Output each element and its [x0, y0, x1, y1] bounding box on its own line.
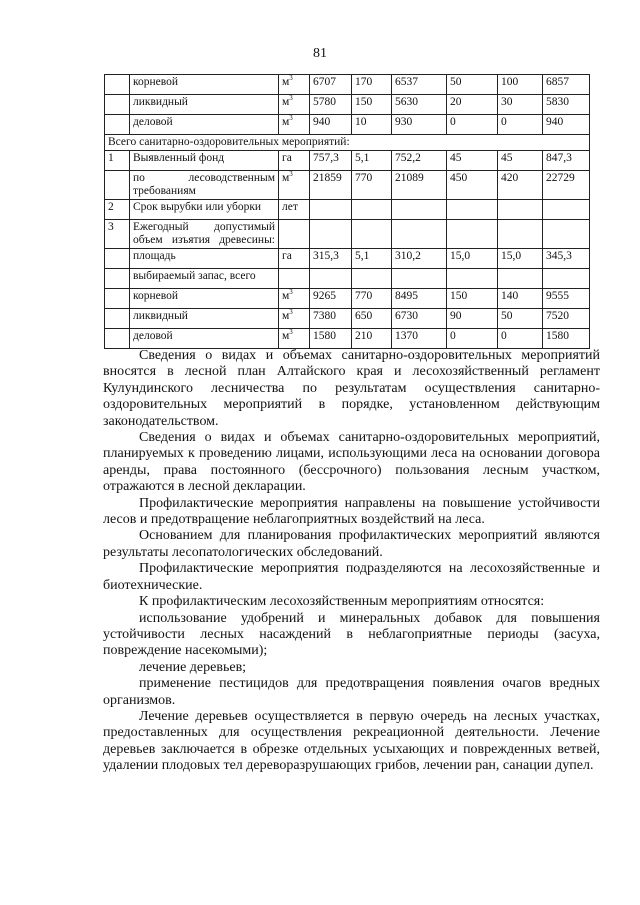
- value-cell: 0: [447, 329, 498, 349]
- value-cell: 45: [447, 151, 498, 171]
- body-paragraph: Сведения о видах и объемах санитарно-оздоровительных мероприятий вносятся в лесной план Алтайского края и лесохозяйственный регламент Кулундинского лесничества по результатам осуществления санитарно-оздоровительных мероприятий в порядке, установленном действующим законодательством.: [103, 348, 600, 429]
- value-cell: [447, 220, 498, 249]
- value-cell: 6707: [310, 75, 352, 95]
- row-name-cell: выбираемый запас, всего: [130, 269, 279, 289]
- body-paragraph: Основанием для планирования профилактических мероприятий являются результаты лесопатологических обследований.: [103, 528, 600, 560]
- value-cell: 150: [352, 95, 392, 115]
- unit-cell: лет: [279, 200, 310, 220]
- forest-measures-table: [104, 74, 590, 349]
- row-name-cell: деловой: [130, 329, 279, 349]
- value-cell: 0: [498, 329, 543, 349]
- body-paragraph: лечение деревьев;: [139, 659, 247, 675]
- row-name-cell: площадь: [130, 249, 279, 269]
- value-cell: 7380: [310, 309, 352, 329]
- row-number-cell: [105, 171, 130, 200]
- value-cell: 50: [498, 309, 543, 329]
- value-cell: 930: [392, 115, 447, 135]
- value-cell: 5630: [392, 95, 447, 115]
- value-cell: [352, 200, 392, 220]
- body-paragraph: Профилактические мероприятия подразделяются на лесохозяйственные и биотехнические.: [103, 561, 600, 593]
- unit-superscript: 3: [289, 288, 293, 297]
- value-cell: [447, 200, 498, 220]
- value-cell: 5780: [310, 95, 352, 115]
- value-cell: 1580: [310, 329, 352, 349]
- value-cell: 757,3: [310, 151, 352, 171]
- value-cell: 90: [447, 309, 498, 329]
- row-number-cell: [105, 289, 130, 309]
- value-cell: [498, 269, 543, 289]
- table-row: [105, 289, 590, 309]
- table-row: [105, 115, 590, 135]
- row-number-cell: [105, 269, 130, 289]
- value-cell: 150: [447, 289, 498, 309]
- unit-cell: $м^3$: [279, 115, 310, 135]
- value-cell: 7520: [543, 309, 590, 329]
- value-cell: 10: [352, 115, 392, 135]
- table-row: [105, 75, 590, 95]
- value-cell: [310, 220, 352, 249]
- value-cell: 15,0: [447, 249, 498, 269]
- value-cell: [310, 200, 352, 220]
- row-name-cell: ликвидный: [130, 95, 279, 115]
- value-cell: 752,2: [392, 151, 447, 171]
- value-cell: [543, 269, 590, 289]
- unit-superscript: 3: [289, 308, 293, 317]
- row-number-cell: 3: [105, 220, 130, 249]
- value-cell: 170: [352, 75, 392, 95]
- unit-cell: $м^3$: [279, 309, 310, 329]
- unit-cell: $м^3$: [279, 329, 310, 349]
- row-name-cell: ликвидный: [130, 309, 279, 329]
- value-cell: 6537: [392, 75, 447, 95]
- unit-superscript: 3: [289, 94, 293, 103]
- page-number: 81: [313, 46, 327, 61]
- row-number-cell: [105, 249, 130, 269]
- row-number-cell: 1: [105, 151, 130, 171]
- value-cell: [498, 200, 543, 220]
- value-cell: 345,3: [543, 249, 590, 269]
- body-paragraph: Лечение деревьев осуществляется в первую очередь на лесных участках, предоставленных для осуществления рекреационной деятельности. Лечение деревьев заключается в обрезке отдельных усыхающих и поврежденных ветвей, удалении плодовых тел дереворазрушающих грибов, лечении ран, санации дупел.: [103, 708, 600, 774]
- value-cell: 6730: [392, 309, 447, 329]
- value-cell: 30: [498, 95, 543, 115]
- value-cell: 940: [310, 115, 352, 135]
- value-cell: 940: [543, 115, 590, 135]
- value-cell: 310,2: [392, 249, 447, 269]
- table-row: [105, 249, 590, 269]
- body-paragraph: использование удобрений и минеральных добавок для повышения устойчивости лесных насаждений в неблагоприятные периоды (засуха, повреждение насекомыми);: [103, 610, 600, 659]
- row-number-cell: [105, 95, 130, 115]
- value-cell: 21859: [310, 171, 352, 200]
- value-cell: [392, 200, 447, 220]
- value-cell: [392, 220, 447, 249]
- value-cell: 21089: [392, 171, 447, 200]
- body-text: [103, 348, 600, 775]
- value-cell: 420: [498, 171, 543, 200]
- table-row: [105, 171, 590, 200]
- value-cell: 15,0: [498, 249, 543, 269]
- row-name-cell: деловой: [130, 115, 279, 135]
- unit-superscript: 3: [289, 74, 293, 83]
- table-row: [105, 269, 590, 289]
- row-name-cell: Ежегодный допустимый объем изъятия древесины:: [130, 220, 279, 249]
- row-name-cell: по лесоводственным требованиям: [130, 171, 279, 200]
- table-row: [105, 95, 590, 115]
- value-cell: 650: [352, 309, 392, 329]
- value-cell: [392, 269, 447, 289]
- value-cell: 5830: [543, 95, 590, 115]
- table-row: [105, 329, 590, 349]
- value-cell: 20: [447, 95, 498, 115]
- row-name-cell: Срок вырубки или уборки: [130, 200, 279, 220]
- table-section-header: Всего санитарно-оздоровительных мероприятий:: [105, 135, 590, 151]
- value-cell: 770: [352, 171, 392, 200]
- table-row: [105, 309, 590, 329]
- unit-cell: га: [279, 249, 310, 269]
- value-cell: [543, 200, 590, 220]
- value-cell: 315,3: [310, 249, 352, 269]
- table-row: [105, 200, 590, 220]
- row-name-cell: корневой: [130, 289, 279, 309]
- unit-superscript: 3: [289, 328, 293, 337]
- row-number-cell: [105, 329, 130, 349]
- value-cell: 50: [447, 75, 498, 95]
- value-cell: 5,1: [352, 151, 392, 171]
- value-cell: 1580: [543, 329, 590, 349]
- unit-cell: [279, 269, 310, 289]
- value-cell: [447, 269, 498, 289]
- row-number-cell: [105, 115, 130, 135]
- value-cell: [543, 220, 590, 249]
- unit-cell: $м^3$: [279, 289, 310, 309]
- row-number-cell: [105, 75, 130, 95]
- value-cell: [352, 269, 392, 289]
- unit-cell: $м^3$: [279, 95, 310, 115]
- body-paragraph: применение пестицидов для предотвращения появления очагов вредных организмов.: [103, 676, 600, 708]
- value-cell: 210: [352, 329, 392, 349]
- value-cell: 1370: [392, 329, 447, 349]
- unit-cell: $м^3$: [279, 171, 310, 200]
- value-cell: [310, 269, 352, 289]
- table-row: [105, 151, 590, 171]
- unit-cell: [279, 220, 310, 249]
- body-paragraph: К профилактическим лесохозяйственным мероприятиям относятся:: [139, 594, 545, 610]
- value-cell: 0: [447, 115, 498, 135]
- row-name-cell: Выявленный фонд: [130, 151, 279, 171]
- value-cell: 8495: [392, 289, 447, 309]
- value-cell: 6857: [543, 75, 590, 95]
- value-cell: 450: [447, 171, 498, 200]
- body-paragraph: Сведения о видах и объемах санитарно-оздоровительных мероприятий, планируемых к проведению лицами, использующими леса на основании договора аренды, права постоянного (бессрочного) пользования лесным участком, отражаются в лесной декларации.: [103, 430, 600, 495]
- row-number-cell: [105, 309, 130, 329]
- row-name-cell: корневой: [130, 75, 279, 95]
- unit-superscript: 3: [289, 170, 293, 179]
- value-cell: 140: [498, 289, 543, 309]
- unit-superscript: 3: [289, 114, 293, 123]
- body-paragraph: Профилактические мероприятия направлены на повышение устойчивости лесов и предотвращение неблагоприятных воздействий на леса.: [103, 495, 600, 528]
- value-cell: 100: [498, 75, 543, 95]
- value-cell: 9555: [543, 289, 590, 309]
- value-cell: 9265: [310, 289, 352, 309]
- value-cell: 5,1: [352, 249, 392, 269]
- value-cell: 847,3: [543, 151, 590, 171]
- value-cell: 770: [352, 289, 392, 309]
- table-row: [105, 220, 590, 249]
- value-cell: 22729: [543, 171, 590, 200]
- row-number-cell: 2: [105, 200, 130, 220]
- table-row: [105, 135, 590, 151]
- value-cell: 0: [498, 115, 543, 135]
- value-cell: [498, 220, 543, 249]
- value-cell: 45: [498, 151, 543, 171]
- unit-cell: га: [279, 151, 310, 171]
- value-cell: [352, 220, 392, 249]
- unit-cell: $м^3$: [279, 75, 310, 95]
